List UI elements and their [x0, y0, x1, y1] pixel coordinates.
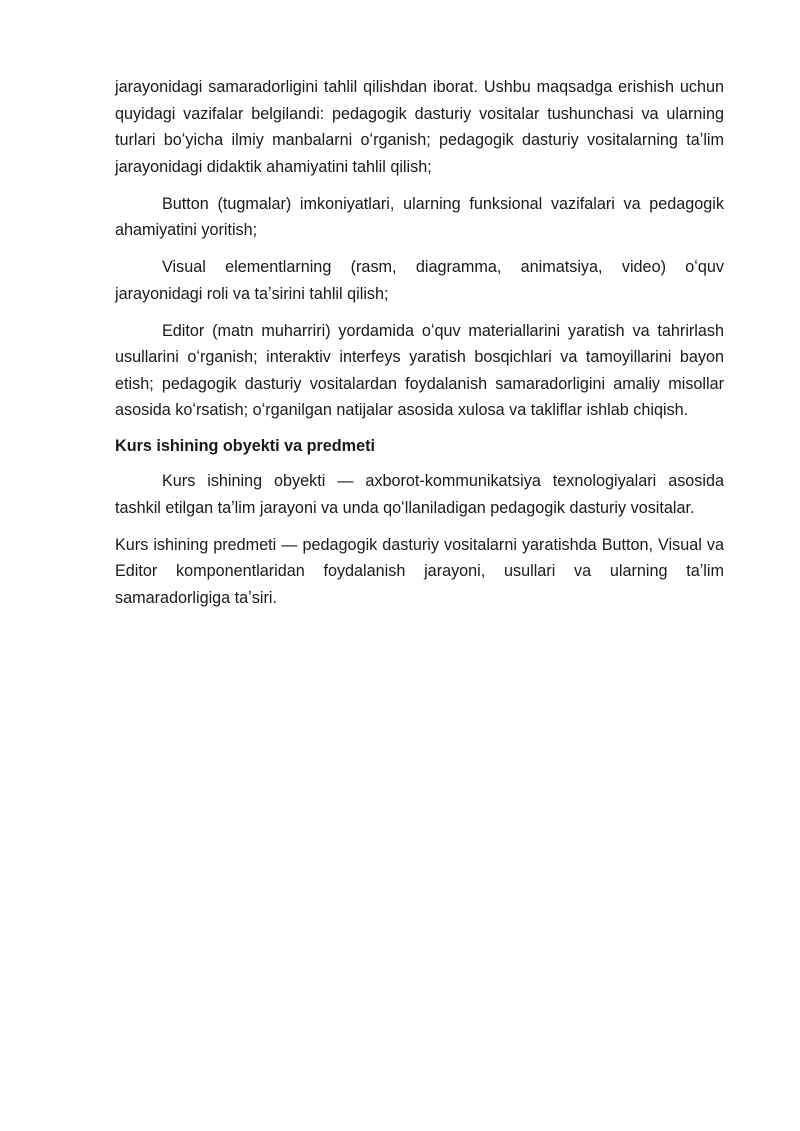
paragraph-tasks: jarayonidagi samaradorligini tahlil qilishdan iborat. Ushbu maqsadga erishish uchun quyidagi vazifalar belgilandi: pedagogik dasturiy vositalar tushunchasi va ularning turlari boʻyicha ilmiy manbalarni oʻrganish; pedagogik dasturiy vositalarning taʼlim jarayonidagi didaktik ahamiyatini tahlil qilish;: [115, 78, 724, 176]
paragraph-editor: Editor (matn muharriri) yordamida oʻquv materiallarini yaratish va tahrirlash usullarini oʻrganish; interaktiv interfeys yaratish bosqichlari va tamoyillarini bayon etish; pedagogik dasturiy vositalardan foydalanish samaradorligini amaliy misollar asosida koʻrsatish; oʻrganilgan natijalar asosida xulosa va takliflar ishlab chiqish.: [115, 321, 724, 419]
document-page: [115, 74, 724, 622]
paragraph-object: Kurs ishining obyekti — axborot-kommunikatsiya texnologiyalari asosida tashkil etilgan taʼlim jarayoni va unda qoʻllaniladigan pedagogik dasturiy vositalar.: [115, 472, 724, 517]
paragraph-button: Button (tugmalar) imkoniyatlari, ularning funksional vazifalari va pedagogik ahamiyatini yoritish;: [115, 194, 724, 239]
paragraph-visual: Visual elementlarning (rasm, diagramma, animatsiya, video) oʻquv jarayonidagi roli va taʼsirini tahlil qilish;: [115, 258, 724, 303]
paragraph-subject: Kurs ishining predmeti — pedagogik dasturiy vositalarni yaratishda Button, Visual va Editor komponentlaridan foydalanish jarayoni, usullari va ularning taʼlim samaradorligiga taʼsiri.: [115, 535, 724, 607]
section-heading: Kurs ishining obyekti va predmeti: [115, 436, 375, 455]
